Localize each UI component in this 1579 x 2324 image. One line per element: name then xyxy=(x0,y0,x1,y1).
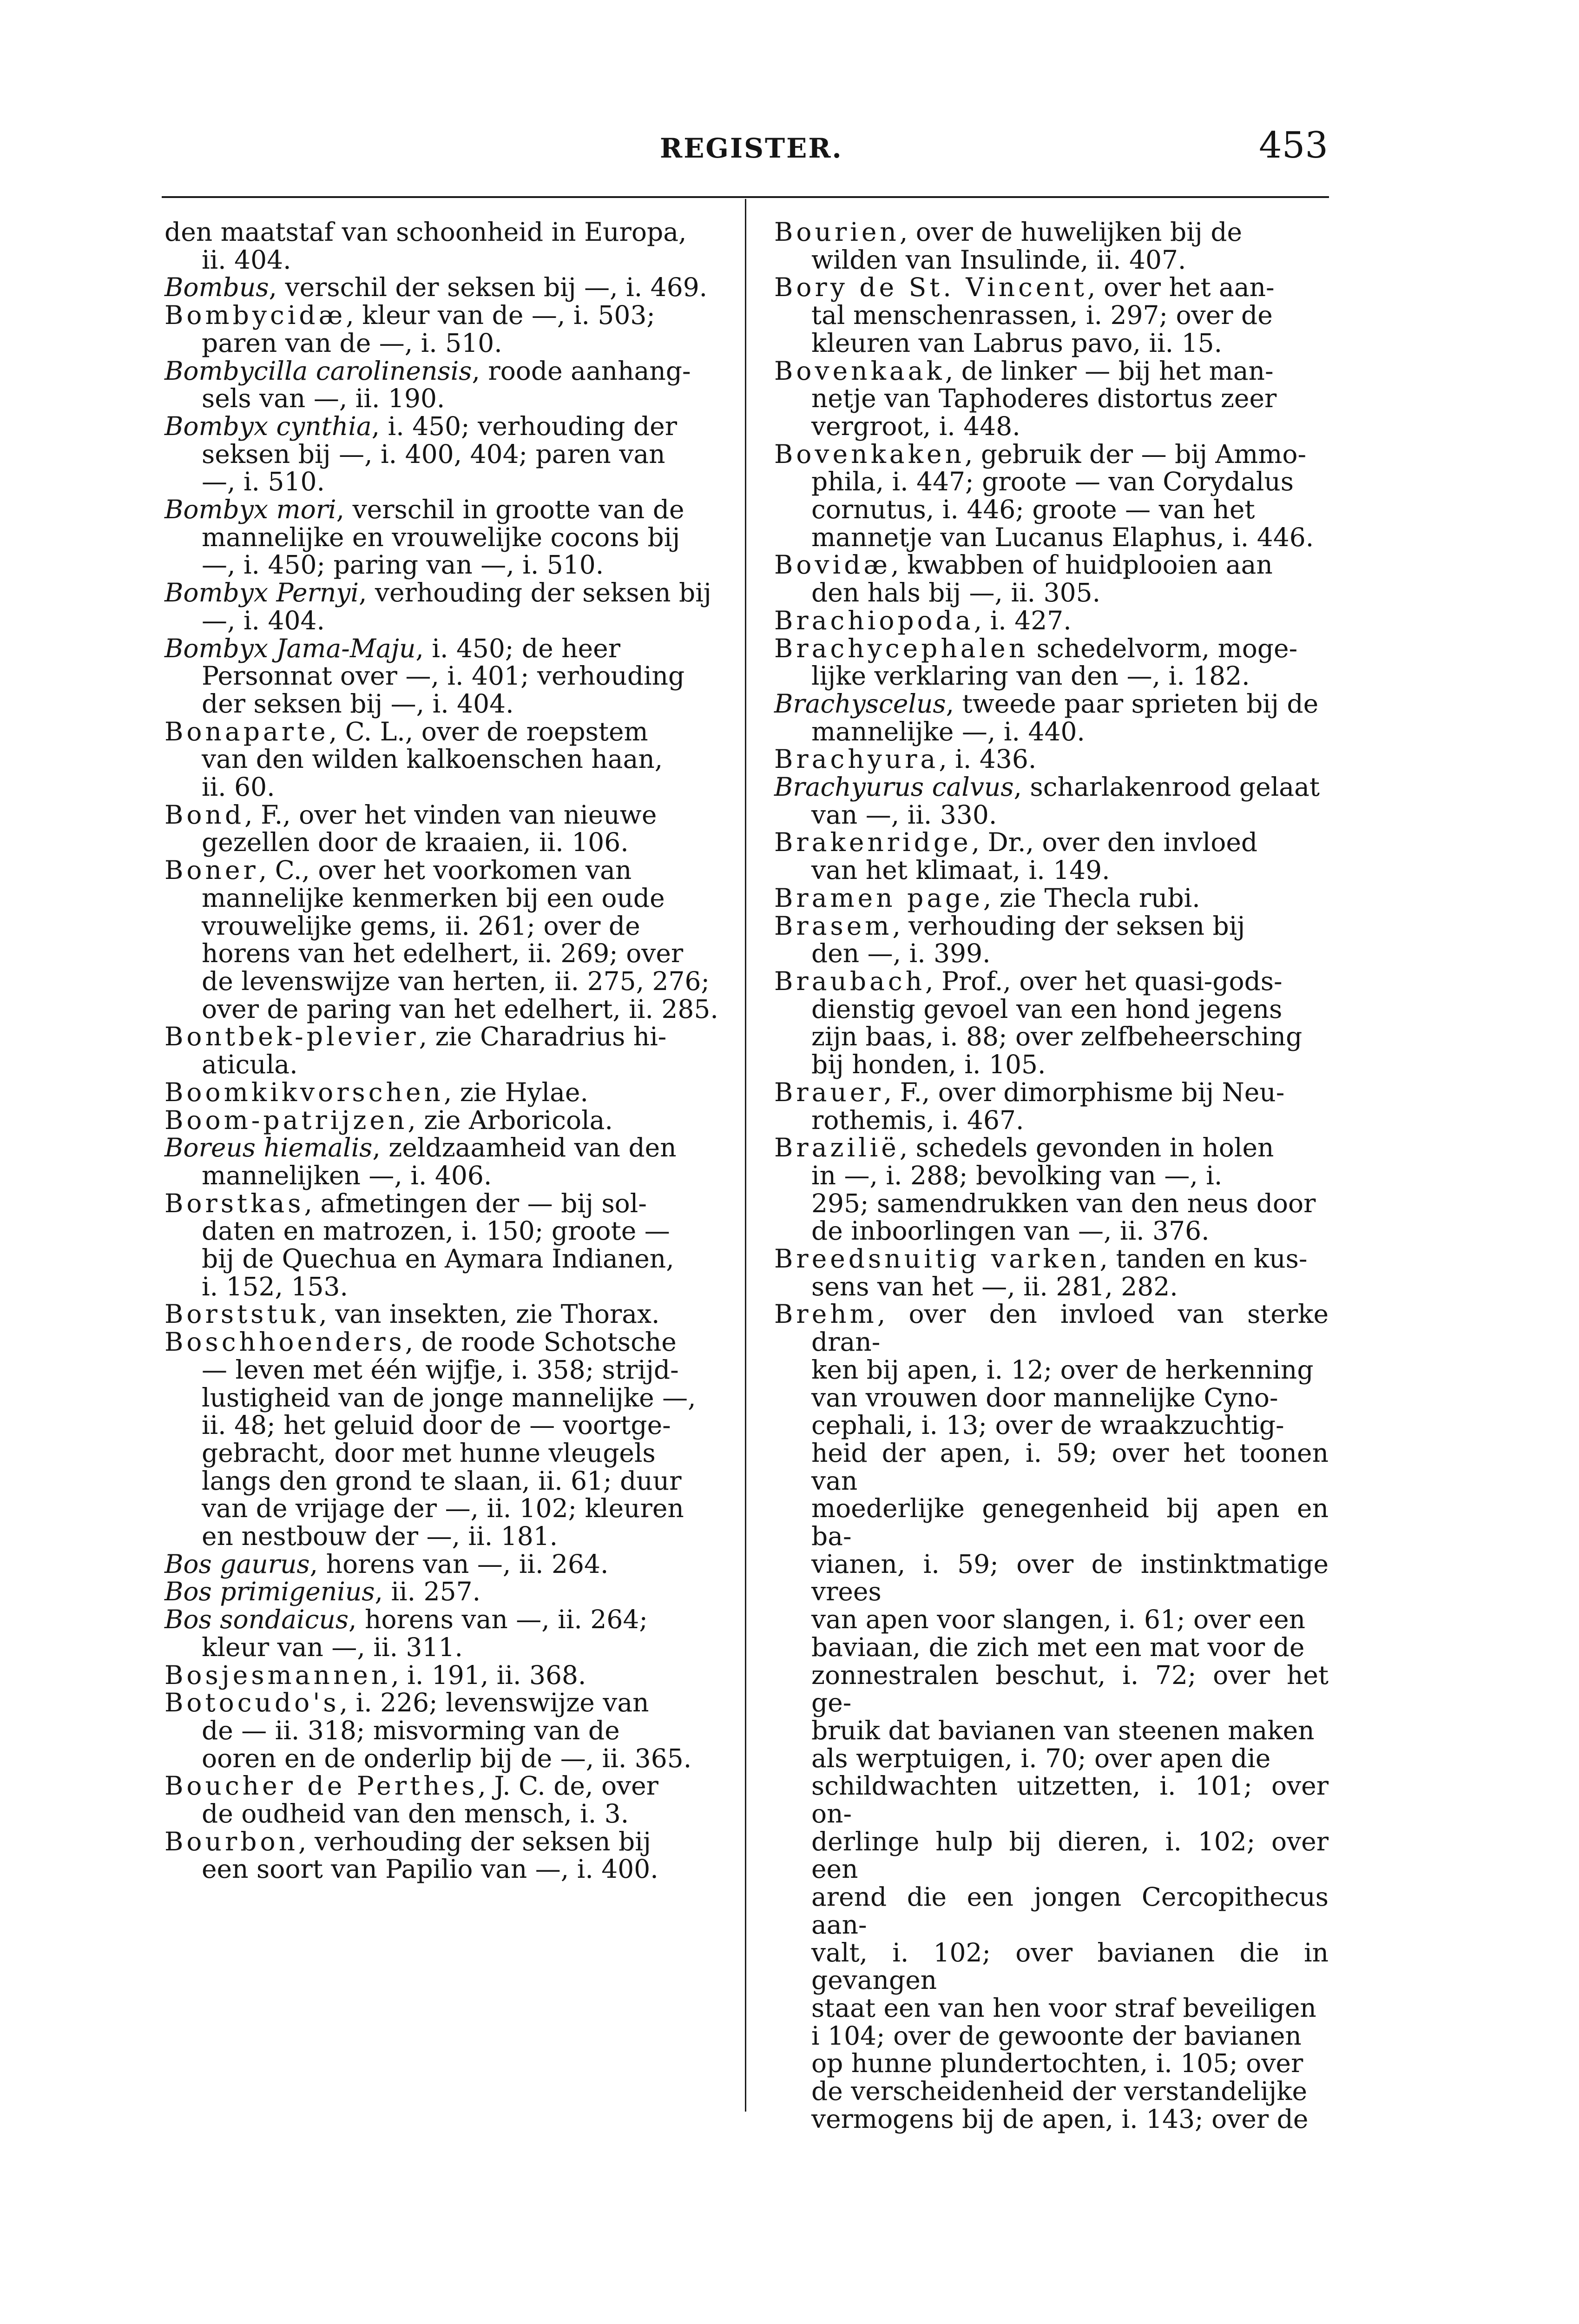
index-entry xyxy=(164,1301,719,1328)
index-entry xyxy=(774,635,1329,690)
entry-text: , schedels gevonden in holen in —, i. 288; bevolking van —, i. 295; samendrukken van den neus door de inboorlingen van —, ii. 376. xyxy=(811,1133,1316,1246)
index-entry xyxy=(774,746,1329,773)
index-entry xyxy=(774,773,1329,829)
entry-text: , verschil in grootte van de mannelijke en vrouwelijke cocons bij —, i. 450; paring van —, i. 510. xyxy=(202,495,684,580)
index-entry xyxy=(774,885,1329,912)
entry-text: , gebruik der — bij Ammo- phila, i. 447; groote — van Corydalus cornutus, i. 446; groote — van het mannetje van Lucanus Elaphus, i. 446. xyxy=(811,439,1314,552)
entry-headword: Bos primigenius xyxy=(164,1577,375,1607)
entry-text: , horens van —, ii. 264. xyxy=(309,1549,609,1579)
entry-text: , i. 450; de heer Personnat over —, i. 401; verhouding der seksen bij —, i. 404. xyxy=(202,633,685,719)
entry-headword: Bovenkaak xyxy=(774,356,945,386)
index-entry xyxy=(164,302,719,357)
entry-headword: Bovidæ xyxy=(774,550,891,580)
entry-headword: Bovenkaken xyxy=(774,439,965,469)
index-entry xyxy=(774,1079,1329,1134)
entry-headword: Bourien xyxy=(774,217,900,247)
index-entry xyxy=(164,1107,719,1135)
index-entry xyxy=(774,357,1329,441)
entry-text: , kleur van de —, i. 503; paren van de —, i. 510. xyxy=(202,300,655,358)
entry-headword: Bombyx mori xyxy=(164,495,336,525)
index-entry xyxy=(164,1689,719,1772)
entry-headword: Bos gaurus xyxy=(164,1549,310,1579)
index-entry xyxy=(774,690,1329,746)
index-entry xyxy=(164,1662,719,1690)
index-entry xyxy=(774,968,1329,1079)
index-entry xyxy=(774,441,1329,552)
entry-text: , verschil der seksen bij —, i. 469. xyxy=(269,272,708,303)
index-entry xyxy=(774,829,1329,884)
index-entry xyxy=(164,1328,719,1551)
entry-text: , F., over dimorphisme bij Neu- rothemis, i. 467. xyxy=(811,1077,1285,1135)
entry-headword: Boreus hiemalis xyxy=(164,1133,373,1163)
index-entry xyxy=(774,607,1329,635)
index-entry xyxy=(164,1772,719,1828)
entry-text: , de roode Schotsche — leven met één wijfje, i. 358; strijd- lustigheid van de jonge mannelijke —, ii. 48; het geluid door de — voortge- gebracht, door met hunne vleugels langs den grond te slaan, ii. 61; duur van de vrijage der —, ii. 102; kleuren en nestbouw der —, ii. 181. xyxy=(202,1327,696,1552)
entry-headword: Borstkas xyxy=(164,1188,304,1218)
entry-headword: Braubach xyxy=(774,966,926,996)
index-entry xyxy=(774,912,1329,968)
entry-text: , i. 450; verhouding der seksen bij —, i. 400, 404; paren van —, i. 510. xyxy=(202,411,678,497)
entry-text: , J. C. de, over de oudheid van den mensch, i. 3. xyxy=(202,1771,658,1829)
index-entry xyxy=(164,1079,719,1107)
entry-text: , verhouding der seksen bij een soort van Papilio van —, i. 400. xyxy=(202,1826,658,1884)
entry-headword: Bourbon xyxy=(164,1826,298,1856)
entry-headword: Brachyura xyxy=(774,744,939,774)
index-entry xyxy=(774,1245,1329,1301)
entry-text: , i. 427. xyxy=(974,605,1072,635)
index-entry xyxy=(164,1134,719,1189)
index-entry xyxy=(164,413,719,496)
entry-text: , horens van —, ii. 264; kleur van —, ii. 311. xyxy=(202,1604,648,1662)
page-header-title: REGISTER. xyxy=(660,132,843,164)
entry-text: , zie Hylae. xyxy=(443,1077,588,1107)
entry-text: , over de huwelijken bij de wilden van Insulinde, ii. 407. xyxy=(811,217,1243,275)
entry-headword: Breedsnuitig varken xyxy=(774,1244,1100,1274)
entry-text: , zie Arboricola. xyxy=(408,1105,613,1135)
index-entry xyxy=(164,357,719,413)
entry-headword: Bos sondaicus xyxy=(164,1604,349,1635)
index-entry xyxy=(164,857,719,1023)
entry-headword: Brazilië xyxy=(774,1133,900,1163)
entry-headword: Bramen page xyxy=(774,883,983,913)
index-entry xyxy=(164,1606,719,1661)
index-entry xyxy=(164,718,719,801)
index-entry xyxy=(164,579,719,634)
entry-headword: Boner xyxy=(164,855,259,885)
column-divider xyxy=(745,199,746,2112)
entry-headword: Bombycilla carolinensis xyxy=(164,356,472,386)
entry-headword: Brachiopoda xyxy=(774,605,974,635)
entry-headword: Bory de St. Vincent xyxy=(774,272,1088,303)
entry-headword: Brasem xyxy=(774,911,893,941)
entry-text: , verhouding der seksen bij den —, i. 399. xyxy=(811,911,1245,969)
entry-headword: Bontbek-plevier xyxy=(164,1022,419,1052)
entry-text: , tweede paar sprieten bij de mannelijke —, i. 440. xyxy=(811,688,1319,746)
entry-text: , van insekten, zie Thorax. xyxy=(319,1299,660,1329)
entry-headword: Bombycidæ xyxy=(164,300,346,330)
entry-text: , tanden en kus- sens van het —, ii. 281, 282. xyxy=(811,1244,1308,1301)
entry-text: , zie Charadrius hi- aticula. xyxy=(202,1022,667,1080)
entry-headword: Brachycephalen xyxy=(774,633,1029,663)
entry-headword: Botocudo's xyxy=(164,1688,340,1718)
entry-headword: Bombyx cynthia xyxy=(164,411,372,441)
entry-headword: Borststuk xyxy=(164,1299,319,1329)
entry-headword: Boom-patrijzen xyxy=(164,1105,408,1135)
entry-text: den maatstaf van schoonheid in Europa, ii. 404. xyxy=(164,217,687,275)
entry-text: , Dr., over den invloed van het klimaat, i. 149. xyxy=(811,827,1258,885)
entry-headword: Boucher de Perthes xyxy=(164,1771,478,1801)
entry-headword: Brakenridge xyxy=(774,827,972,858)
index-entry xyxy=(164,1551,719,1578)
entry-headword: Boschhoenders xyxy=(164,1327,405,1357)
entry-text: , ii. 257. xyxy=(375,1577,481,1607)
entry-text: , i. 191, ii. 368. xyxy=(391,1660,586,1690)
entry-text: , afmetingen der — bij sol- daten en matrozen, i. 150; groote — bij de Quechua en Aymara Indianen, i. 152, 153. xyxy=(202,1188,674,1301)
left-column xyxy=(164,218,719,1883)
index-entry xyxy=(164,496,719,579)
entry-headword: Bombyx Jama-Maju xyxy=(164,633,416,663)
index-entry xyxy=(164,218,719,274)
entry-headword: Brehm xyxy=(774,1299,877,1329)
entry-text: , i. 226; levenswijze van de — ii. 318; misvorming van de ooren en de onderlip bij de —, ii. 365. xyxy=(202,1688,692,1773)
entry-headword: Brachyurus calvus xyxy=(774,772,1014,802)
entry-text: , kwabben of huidplooien aan den hals bij —, ii. 305. xyxy=(811,550,1273,608)
index-entry xyxy=(774,218,1329,274)
entry-text: , de linker — bij het man- netje van Taphoderes distortus zeer vergroot, i. 448. xyxy=(811,356,1277,441)
entry-text: schedelvorm, moge- lijke verklaring van den —, i. 182. xyxy=(811,633,1298,691)
entry-text: , over den invloed van sterke dran- ken bij apen, i. 12; over de herkenning van vrouwen door mannelijke Cyno- cephali, i. 13; over de wraakzuchtig- heid der apen, i. 59; over het toonen van moederlijke genegenheid bij apen en ba- vianen, i. 59; over de instinktmatige vrees van apen voor slangen, i. 61; over een baviaan, die zich met een mat voor de zonnestralen beschut, i. 72; over het ge- bruik dat bavianen van steenen maken als werptuigen, i. 70; over apen die schildwachten uitzetten, i. 101; over on- derlinge hulp bij dieren, i. 102; over een arend die een jongen Cercopithecus aan- valt, i. 102; over bavianen die in gevangen staat een van hen voor straf beveiligen i 104; over de gewoonte der bavianen op hunne plundertochten, i. 105; over de verscheidenheid der verstandelijke vermogens bij de apen, i. 143; over de xyxy=(811,1299,1329,2134)
index-entry xyxy=(774,1134,1329,1245)
entry-text: , zie Thecla rubi. xyxy=(983,883,1200,913)
entry-headword: Bonaparte xyxy=(164,716,329,746)
entry-headword: Bombyx Pernyi xyxy=(164,578,359,608)
entry-text: , C. L., over de roepstem van den wilden kalkoenschen haan, ii. 60. xyxy=(202,716,663,802)
index-entry xyxy=(164,1023,719,1078)
entry-text: , C., over het voorkomen van mannelijke kenmerken bij een oude vrouwelijke gems, ii. 261; over de horens van het edelhert, ii. 269; over de levenswijze van herten, ii. 275, 276; over de paring van het edelhert, ii. 285. xyxy=(202,855,718,1024)
entry-headword: Brauer xyxy=(774,1077,884,1107)
page-number: 453 xyxy=(1259,125,1328,166)
entry-text: , zeldzaamheid van den mannelijken —, i. 406. xyxy=(202,1133,677,1190)
header-rule xyxy=(162,196,1329,198)
index-entry xyxy=(774,274,1329,357)
index-entry xyxy=(164,1190,719,1301)
entry-headword: Boomkikvorschen xyxy=(164,1077,444,1107)
index-entry xyxy=(774,1301,1329,2133)
entry-text: , verhouding der seksen bij —, i. 404. xyxy=(202,578,711,635)
index-entry xyxy=(164,274,719,302)
entry-headword: Bond xyxy=(164,799,245,830)
entry-text: , roode aanhang- sels van —, ii. 190. xyxy=(202,356,691,414)
entry-headword: Bosjesmannen xyxy=(164,1660,391,1690)
entry-headword: Bombus xyxy=(164,272,269,303)
index-entry xyxy=(164,635,719,718)
entry-text: , scharlakenrood gelaat van —, ii. 330. xyxy=(811,772,1320,830)
entry-text: , F., over het vinden van nieuwe gezellen door de kraaien, ii. 106. xyxy=(202,799,657,858)
entry-text: , i. 436. xyxy=(939,744,1037,774)
index-entry xyxy=(164,1828,719,1883)
entry-text: , Prof., over het quasi-gods- dienstig gevoel van een hond jegens zijn baas, i. 88; over zelfbeheersching bij honden, i. 105. xyxy=(811,966,1303,1080)
index-entry xyxy=(164,801,719,857)
right-column xyxy=(774,218,1329,2133)
index-entry xyxy=(774,551,1329,607)
entry-text: , over het aan- tal menschenrassen, i. 297; over de kleuren van Labrus pavo, ii. 15. xyxy=(811,272,1275,358)
index-entry xyxy=(164,1578,719,1606)
entry-headword: Brachyscelus xyxy=(774,688,946,719)
